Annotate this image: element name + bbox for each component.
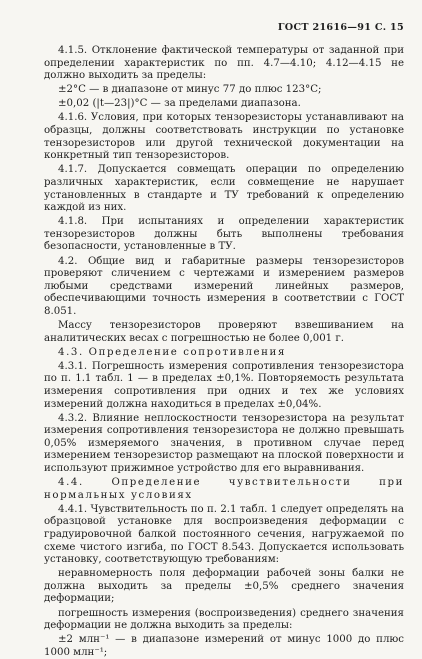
page-header: ГОСТ 21616—91 С. 15 — [277, 22, 404, 33]
list-item-error: погрешность измерения (воспроизведения) среднего значения деформации не должна выходить за пределы: — [44, 607, 404, 632]
paragraph-4-3-1: 4.3.1. Погрешность измерения сопротивления тензорезистора по п. 1.1 табл. 1 — в пределах ±0,1%. Повторяемость результата измерения сопротивления при одних и тех же условиях измерений должна находиться в пределах ±0,04%. — [44, 360, 404, 410]
paragraph-4-3-2: 4.3.2. Влияние неплоскостности тензорезистора на результат измерения сопротивления тензорезистора не должно превышать 0,05% измеряемого значения, в противном случае перед измерением тензорезистор размещают на плоской поверхности и используют прижимное устройство для его выравнивания. — [44, 412, 404, 474]
paragraph-mass: Массу тензорезисторов проверяют взвешиванием на аналитических весах с погрешностью не более 0,001 г. — [44, 319, 404, 344]
paragraph-4-1-6: 4.1.6. Условия, при которых тензорезисторы устанавливают на образцы, должны соответствовать инструкции по установке тензорезисторов или другой технической документации на конкретный тип тензорезисторов. — [44, 112, 404, 162]
section-heading-4-4: 4.4. Определение чувствительности при нормальных условиях — [44, 477, 404, 501]
list-item-range-2: ±0,02 (|t—23|)°С — за пределами диапазона. — [58, 98, 301, 110]
paragraph-4-1-7: 4.1.7. Допускается совмещать операции по определению различных характеристик, если совмещение не нарушает установленных в стандарте и ТУ требований к определению каждой из них. — [44, 164, 404, 214]
paragraph-4-2: 4.2. Общие вид и габаритные размеры тензорезисторов проверяют сличением с чертежами и измерением размеров любыми средствами измерений линейных размеров, обеспечивающими точность измерения в соответствии с ГОСТ 8.051. — [44, 255, 404, 317]
paragraph-4-1-5: 4.1.5. Отклонение фактической температуры от заданной при определении характеристик по пп. 4.7—4.10; 4.12—4.15 не должно выходить за пределы: — [44, 45, 404, 82]
list-item-nonuniformity: неравномерность поля деформации рабочей зоны балки не должна выходить за пределы ±0,5% среднего значения деформации; — [44, 568, 404, 605]
paragraph-4-1-8: 4.1.8. При испытаниях и определении характеристик тензорезисторов должны быть выполнены требования безопасности, установленные в ТУ. — [44, 216, 404, 253]
section-heading-4-3: 4.3. Определение сопротивления — [58, 346, 286, 358]
paragraph-4-4-1: 4.4.1. Чувствительность по п. 2.1 табл. 1 следует определять на образцовой установке для воспроизведения деформации с градуировочной балкой постоянного сечения, нагружаемой по схеме чистого изгиба, по ГОСТ 8.543. Допускается использовать установку, соответствующую требованиям: — [44, 503, 404, 566]
list-item-range-strain: ±2 млн⁻¹ — в диапазоне измерений от минус 1000 до плюс 1000 млн⁻¹; — [44, 634, 404, 658]
list-item-range-1: ±2°С — в диапазоне от минус 77 до плюс 123°С; — [58, 84, 322, 96]
